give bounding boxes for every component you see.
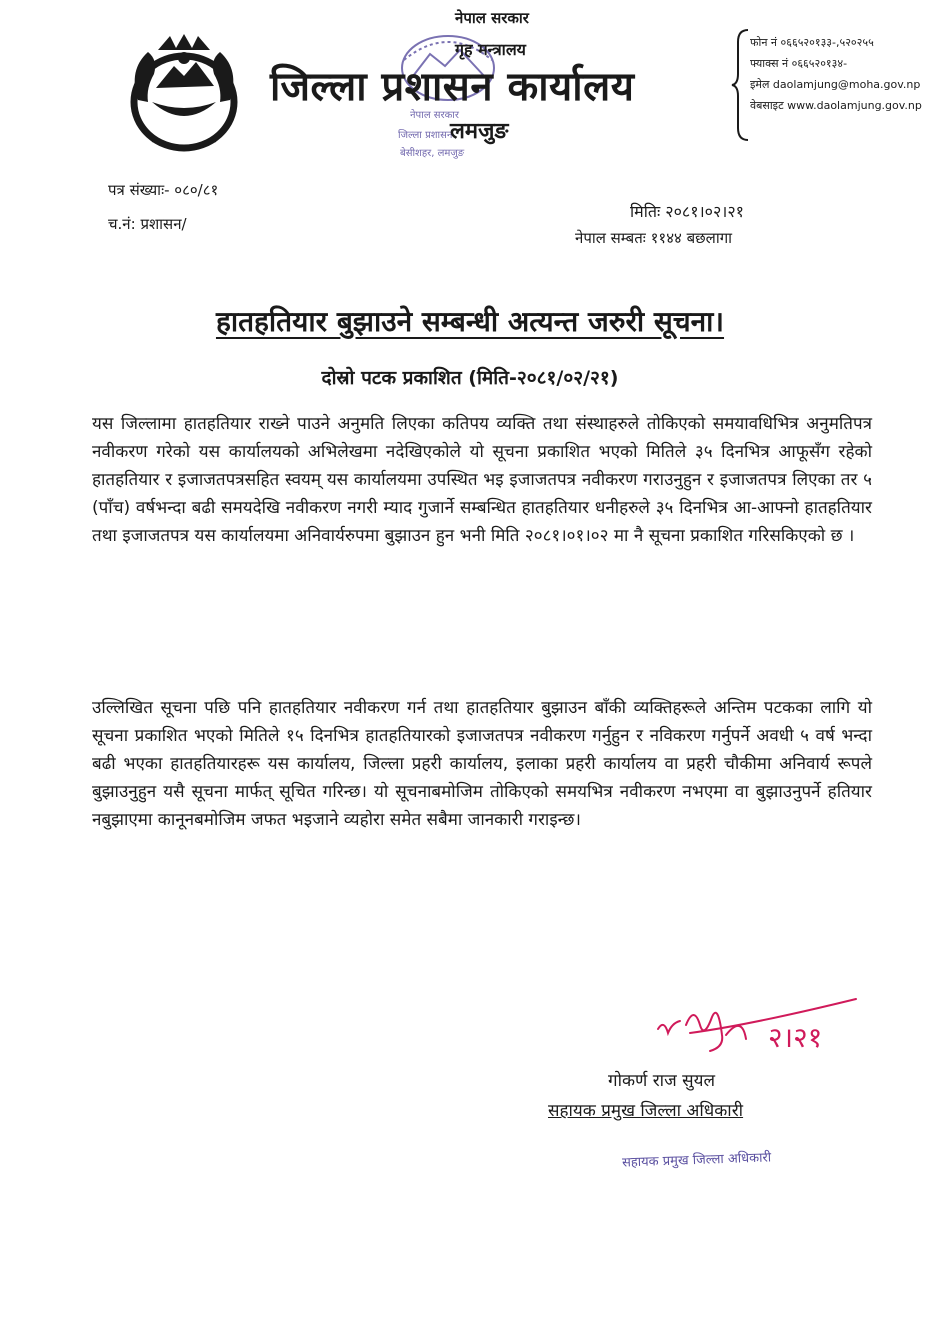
seal-line-2: जिल्ला प्रशासन [398, 130, 453, 141]
letter-number: पत्र संख्याः- ०८०/८१ [108, 181, 219, 199]
district-name: लमजुङ [450, 119, 509, 144]
designation-stamp: सहायक प्रमुख जिल्ला अधिकारी [621, 1150, 772, 1171]
nepal-emblem-icon [118, 30, 250, 156]
contact-fax: फ्याक्स नं ०६६५२०१३४- [750, 57, 848, 70]
ministry-heading: गृह मन्त्रालय [455, 40, 526, 59]
contact-website: वेबसाइट www.daolamjung.gov.np [750, 99, 922, 112]
notice-title [0, 302, 940, 340]
letter-date: मितिः २०८१।०२।२१ [630, 202, 744, 221]
notice-paragraph-1: यस जिल्लामा हातहतियार राख्ने पाउने अनुमति लिएका कतिपय व्यक्ति तथा संस्थाहरुले तोकिएको समयावधिभित्र अनुमतिपत्र नवीकरण गरेको यस कार्यालयको अभिलेखमा नदेखिएकोले यो सूचना प्रकाशित भएको मितिले ३५ दिनभित्र आफूसँग रहेको हातहतियार र इजाजतपत्रसहित स्वयम् यस कार्यालयमा उपस्थित भइ इजाजतपत्र नवीकरण गराउनुहुन र इजाजतपत्र लिएका तर ५ (पाँच) वर्षभन्दा बढी समयदेखि नवीकरण नगरी म्याद गुजार्ने सम्बन्धित हातहतियार धनीहरुले ३५ दिनभित्र आ-आफ्नो हातहतियार तथा इजाजतपत्र यस कार्यालयमा अनिवार्यरुपमा बुझाउन हुन भनी मिति २०८१।०१।०२ मा नै सूचना प्रकाशित गरिसकिएको छ । [92, 414, 872, 546]
contact-phone: फोन नं ०६६५२०१३३-,५२०२५५ [750, 36, 874, 49]
nepal-sambat-date: नेपाल सम्बतः ११४४ बछलागा [575, 229, 733, 247]
signer-name: गोकर्ण राज सुयल [608, 1071, 715, 1091]
signer-designation: सहायक प्रमुख जिल्ला अधिकारी [548, 1101, 744, 1121]
contact-block [750, 32, 938, 142]
notice-title-text: हातहतियार बुझाउने सम्बन्धी अत्यन्त जरुरी सूचना। [215, 305, 725, 338]
seal-line-3: बेसीशहर, लमजुङ [400, 148, 465, 159]
signature-date: २।२१ [768, 1021, 823, 1054]
handwritten-signature [650, 995, 870, 1055]
contact-email: इमेल daolamjung@moha.gov.np [750, 78, 921, 91]
notice-paragraph-2: उल्लिखित सूचना पछि पनि हातहतियार नवीकरण गर्न तथा हातहतियार बुझाउन बाँकी व्यक्तिहरूले अन्तिम पटकका लागि यो सूचना प्रकाशित भएको मितिले १५ दिनभित्र हातहतियारको इजाजतपत्र नवीकरण गर्नुहुन र नविकरण गर्नुपर्ने अवधी ५ वर्ष भन्दा बढी भएका हातहतियारहरू यस कार्यालय, जिल्ला प्रहरी कार्यालय, इलाका प्रहरी कार्यालय वा प्रहरी चौकीमा अनिवार्य रूपले बुझाउनुहुन यसै सूचना मार्फत् सूचित गरिन्छ। यो सूचनाबमोजिम तोकिएको समयभित्र नवीकरण नभएमा वा बुझाउनुपर्ने हतियार नबुझाएमा कानूनबमोजिम जफत भइजाने व्यहोरा समेत सबैमा जानकारी गराइन्छ। [92, 698, 872, 830]
government-heading: नेपाल सरकार [455, 9, 529, 27]
brace-icon [730, 28, 752, 143]
seal-line-1: नेपाल सरकार [410, 110, 459, 121]
notice-subtitle: दोस्रो पटक प्रकाशित (मिति-२०८१/०२/२१) [321, 367, 619, 389]
office-name: जिल्ला प्रशासन कार्यालय [270, 64, 635, 110]
dispatch-number: च.नं: प्रशासन/ [108, 215, 187, 233]
